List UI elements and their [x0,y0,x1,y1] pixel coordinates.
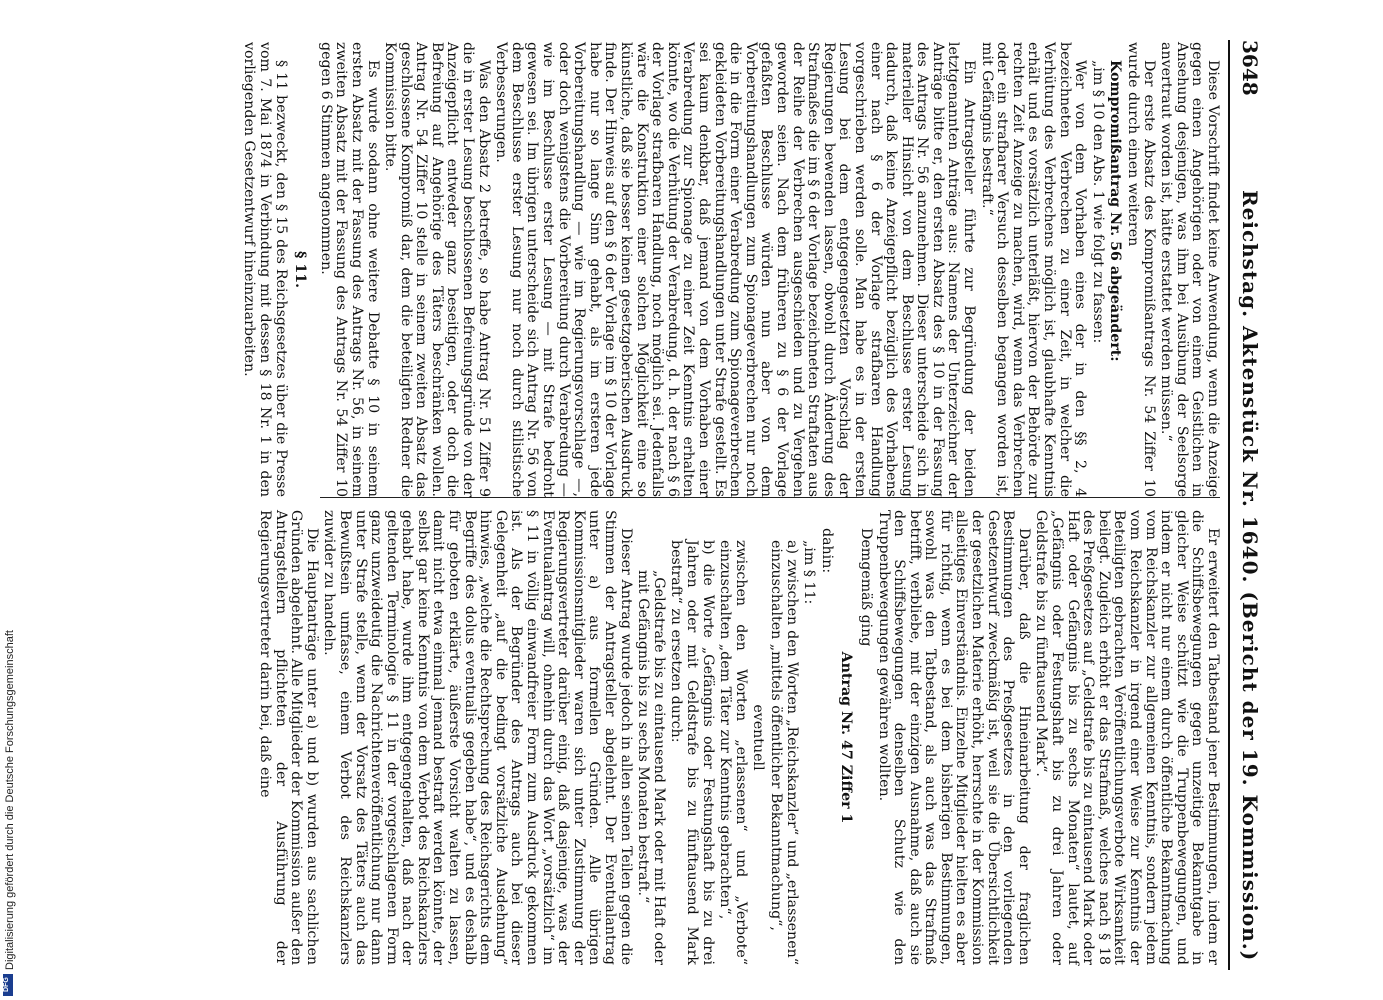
paragraph: Dieser Antrag wurde jedoch in allen seinen Teilen gegen die Stimmen der Antragsteller abgelehnt. Der Eventualantrag unter a) aus formellen Gründen. Alle übrigen Kommissionsmitglieder waren sich unter Zustimmung der Regierungsvertreter darüber einig, daß dasjenige, was der Eventualantrag will, ohnehin durch das Wort „vorsätzlich“ im § 11 in völlig einwandfreier Form zum Ausdruck gekommen ist. Als der Begründer des Antrags auch bei dieser Gelegenheit „auf die bedingt vorsätzliche Ausdehnung“ hinwies, „welche die Rechtsprechung des Reichsgerichts dem Begriffe des dolus eventualis gegeben habe“, und es deshalb für geboten erklärte, äußerste Vorsicht walten zu lassen, damit nicht etwa einmal jemand bestraft werden könnte, der selbst gar keine Kenntnis von dem Verbot des Reichskanzlers gehabt habe, wurde ihm entgegengehalten, daß nach der geltenden Terminologie § 11 in der vorgeschlagenen Form ganz unzweideutig die Nachrichtenveröffentlichung nur dann unter Strafe stelle, wenn der Vorsatz des Täters auch das Bewußtsein umfasse, einem Verbot des Reichskanzlers zuwider zu handeln. [321,510,634,965]
dfg-logo: DFG [3,974,13,996]
paragraph: Darüber, daß die Hineinarbeitung der fraglichen Bestimmungen des Preßgesetzes in den vorliegenden Gesetzentwurf zweckmäßig ist, weil sie die Übersichtlichkeit der gesetzlichen Materie erhöht, herrschte in der Kommission allseitiges Einverständnis. Einzelne Mitglieder hielten es aber für richtig, wenn es bei dem bisherigen Bestimmungen, sowohl was den Tatbestand, als auch was das Strafmaß betrifft, verbliebe, mit der einzigen Ausnahme, daß auch sie den Schiffsbewegungen denselben Schutz wie den Truppenbewegungen gewähren wollten. [875,510,1032,965]
column-divider [320,497,1220,498]
left-column [239,42,1220,497]
paragraph: Der erste Absatz des Kompromißantrags Nr. 54 Ziffer 10 wurde durch einen weiteren [1125,42,1157,497]
digitization-credit: Digitalisierung gefördert durch die Deutsche Forschungsgemeinschaft [4,630,16,970]
paragraph: Wer von dem Vorhaben eines der in den §§ 2, 4 bezeichneten Verbrechen zu einer Zeit, in welcher die Verhütung des Verbrechens möglich ist, glaubhafte Kenntnis erhält und es vorsätzlich unterläßt, hiervon der Behörde zur rechten Zeit Anzeige zu machen, wird, wenn das Verbrechen oder ein strafbarer Versuch desselben begangen worden ist, mit Gefängnis bestraft.“ [978,42,1089,497]
paragraph: Demgemäß ging [857,528,874,647]
right-column [254,510,1220,965]
paragraph: dahin: [818,528,835,574]
paragraph: Es wurde sodann ohne weitere Debatte § 10 in seinem ersten Absatz mit der Fassung des Antrags Nr. 56, in seinem zweiten Absatz mit der Fassung des Antrags Nr. 54 Ziffer 10 gegen 6 Stimmen angenommen. [317,42,381,497]
page-number: 3648 [1238,40,1262,96]
running-title: Reichstag. Aktenstück Nr. 1640. (Bericht der 19. Kommission.) [1238,190,1262,962]
paragraph: Kompromißantrag Nr. 56 abgeändert: [1107,60,1124,362]
paragraph: Ein Antragsteller führte zur Begründung der beiden letztgenannten Anträge aus: Namens der Unterzeichner der Anträge bitte er, den ersten Absatz des § 10 in der Fassung des Antrags Nr. 56 anzunehmen. Dieser unterscheide sich in materieller Hinsicht von dem Beschlusse erster Lesung dadurch, daß keine Anzeigepflicht bezüglich des Vorhabens einer nach § 6 der Vorlage strafbaren Handlung vorgeschrieben werden solle. Man habe es in der ersten Lesung bei dem entgegengesetzten Vorschlag der Regierungen bewenden lassen, obwohl durch Änderung des Strafmaßes die im § 6 der Vorlage bezeichneten Straftaten aus der Reihe der Verbrechen ausgeschieden und zu Vergehen geworden seien. Nach dem früheren zu § 6 der Vorlage gefaßten Beschlusse würden nun aber von dem Vorbereitungshandlungen zum Spionageverbrechen nur noch die in die Form einer Verabredung zum Spionageverbrechen gekleideten Vorbereitungshandlungen unter Strafe gestellt. Es sei kaum denkbar, daß jemand von dem Vorhaben einer Verabredung zur Spionage zu einer Zeit Kenntnis erhalten könnte, wo die Verhütung der Verabredung, d. h. der nach § 6 der Vorlage strafbaren Handlung, noch möglich sei. Jedenfalls wäre die Konstruktion einer solchen Möglichkeit eine so künstliche, daß sie besser keinen gesetzgeberischen Ausdruck finde. Der Hinweis auf den § 6 der Vorlage im § 10 der Vorlage habe nur so lange Sinn gehabt, als im ersteren jede Vorbereitungshandlung — wie im Regierungsvorschlage —, oder doch wenigstens die Vorbereitung durch Verabredung — wie im Beschlusse erster Lesung — mit Strafe bedroht gewesen sei. Im übrigen unterscheide sich Antrag Nr. 56 von dem Beschlusse erster Lesung nur noch durch stilistische Verbesserungen. [493,42,978,497]
paragraph: zwischen den Worten „erlassenen“ und „Verbote“ einzuschalten „dem Täter zur Kenntnis gebrachten“, [717,540,749,965]
paragraph: b) die Worte „Gefängnis oder Festungshaft bis zu drei Jahren oder mit Geldstrafe bis zu fünftausend Mark bestraft“ zu ersetzen durch: [668,540,716,965]
motion-heading: Antrag Nr. 47 Ziffer 1 [838,651,855,824]
paragraph: eventuell [750,704,767,771]
document-page [12,0,1272,1000]
paragraph: a) zwischen den Worten „Reichskanzler“ und „erlassenen“ einzuschalten „mittels öffentlicher Bekanntmachung“, [767,540,800,965]
header-rule [1228,40,1230,970]
paragraph: Die Hauptanträge unter a) und b) wurden aus sachlichen Gründen abgelehnt. Alle Mitglieder der Kommission außer den Antragstellern pflichteten der Ausführung der Regierungsvertreter darin bei, daß eine [256,510,320,965]
paragraph: Er erweitert den Tatbestand jener Bestimmungen, indem er die Schiffsbewegungen gegen unzeitige Bekanntgabe in gleicher Weise schützt wie die Truppenbewegungen, und indem er nicht nur einem durch öffentliche Bekanntmachung vom Reichskanzler zur allgemeinen Kenntnis, sondern jedem vom Reichskanzler in irgend einer Weise zur Kenntnis der Beteiligten gebrachten Veröffentlichungsverbote Wirksamkeit beilegt. Zugleich erhöht er das Strafmaß, welches nach § 18 des Preßgesetzes auf „Geldstrafe bis zu eintausend Mark oder Haft oder Gefängnis bis zu sechs Monaten“ lautet, auf „Gefängnis oder Festungshaft bis zu drei Jahren oder Geldstrafe bis zu fünftausend Mark“. [1033,510,1221,965]
paragraph: „im § 10 den Abs. 1 wie folgt zu fassen: [1089,60,1106,344]
paragraph: Was den Absatz 2 betreffe, so habe Antrag Nr. 51 Ziffer 9 die in erster Lesung beschlossenen Befreiungsgründe von der Anzeigepflicht entweder ganz beseitigen, oder doch die Befreiung auf Angehörige des Täters beschränken wollen. Antrag Nr. 54 Ziffer 10 stelle in seinem zweiten Absatz das geschlossene Kompromiß dar, dem die beteiligten Redner die Kommission bitte. [382,42,492,497]
paragraph: „Geldstrafe bis zu eintausend Mark oder mit Haft oder mit Gefängnis bis zu sechs Monaten bestraft.“ [635,570,667,965]
paragraph: § 11 bezweckt, den § 15 des Reichsgesetzes über die Presse vom 7. Mai 1874 in Verbindung mit dessen § 18 Nr. 1 in den vorliegenden Gesetzentwurf hineinzuarbeiten. [241,42,289,497]
paragraph: „im § 11: [801,540,818,605]
paragraph: Diese Vorschrift findet keine Anwendung, wenn die Anzeige gegen einen Angehörigen oder von einem Geistlichen in Ansehung desjenigen, was ihm bei Ausübung der Seelsorge anvertraut worden ist, hätte erstattet werden müssen.“ [1158,42,1221,497]
section-heading: § 11. [292,250,309,289]
page-header [1234,40,1264,970]
